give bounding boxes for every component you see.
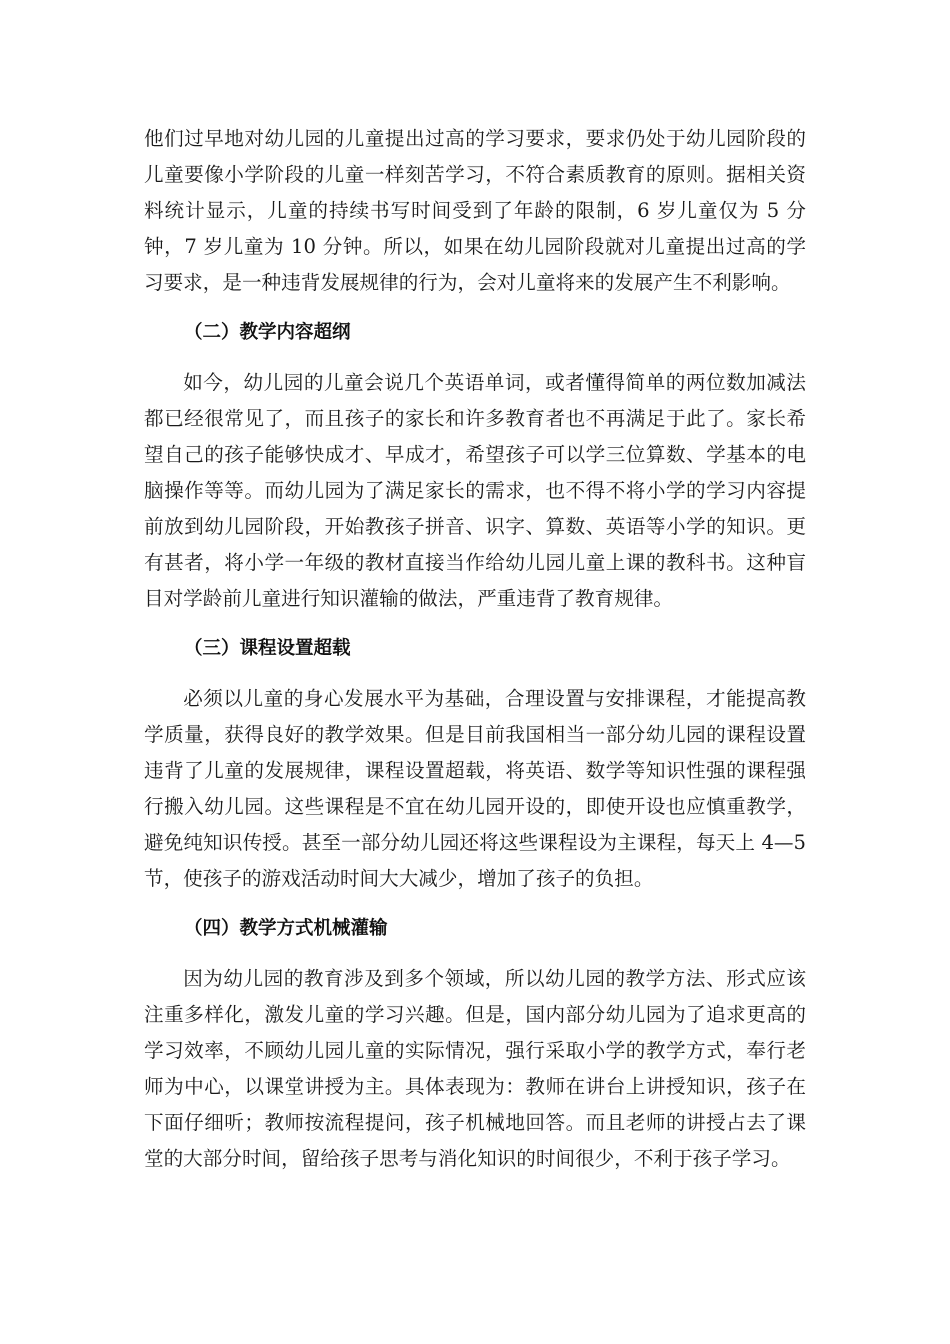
paragraph-section-2: 如今，幼儿园的儿童会说几个英语单词，或者懂得简单的两位数加减法都已经很常见了，而且孩子的家长和许多教育者也不再满足于此了。家长希望自己的孩子能够快成才、早成才，希望孩子可以学三位算数、学基本的电脑操作等等。而幼儿园为了满足家长的需求，也不得不将小学的学习内容提前放到幼儿园阶段，开始教孩子拼音、识字、算数、英语等小学的知识。更有甚者，将小学一年级的教材直接当作给幼儿园儿童上课的教科书。这种盲目对学龄前儿童进行知识灌输的做法，严重违背了教育规律。 xyxy=(144,371,806,610)
paragraph-section-4: 因为幼儿园的教育涉及到多个领域，所以幼儿园的教学方法、形式应该注重多样化，激发儿童的学习兴趣。但是，国内部分幼儿园为了追求更高的学习效率，不顾幼儿园儿童的实际情况，强行采取小学的教学方式，奉行老师为中心，以课堂讲授为主。具体表现为：教师在讲台上讲授知识，孩子在下面仔细听；教师按流程提问，孩子机械地回答。而且老师的讲授占去了课堂的大部分时间，留给孩子思考与消化知识的时间很少，不利于孩子学习。 xyxy=(144,967,806,1170)
section-heading-4: （四）教学方式机械灌输 xyxy=(184,918,388,939)
section-heading-3: （三）课程设置超载 xyxy=(184,638,351,659)
paragraph-intro-continuation: 他们过早地对幼儿园的儿童提出过高的学习要求，要求仍处于幼儿园阶段的儿童要像小学阶段的儿童一样刻苦学习，不符合素质教育的原则。据相关资料统计显示，儿童的持续书写时间受到了年龄的限制，6 岁儿童仅为 5 分钟，7 岁儿童为 10 分钟。所以，如果在幼儿园阶段就对儿童提出过高的学习要求，是一种违背发展规律的行为，会对儿童将来的发展产生不利影响。 xyxy=(144,127,806,294)
document-body xyxy=(144,121,806,1191)
section-heading-2: （二）教学内容超纲 xyxy=(184,322,351,343)
paragraph-section-3: 必须以儿童的身心发展水平为基础，合理设置与安排课程，才能提高教学质量，获得良好的教学效果。但是目前我国相当一部分幼儿园的课程设置违背了儿童的发展规律，课程设置超载，将英语、数学等知识性强的课程强行搬入幼儿园。这些课程是不宜在幼儿园开设的，即使开设也应慎重教学，避免纯知识传授。甚至一部分幼儿园还将这些课程设为主课程，每天上 4—5 节，使孩子的游戏活动时间大大减少，增加了孩子的负担。 xyxy=(144,687,806,890)
